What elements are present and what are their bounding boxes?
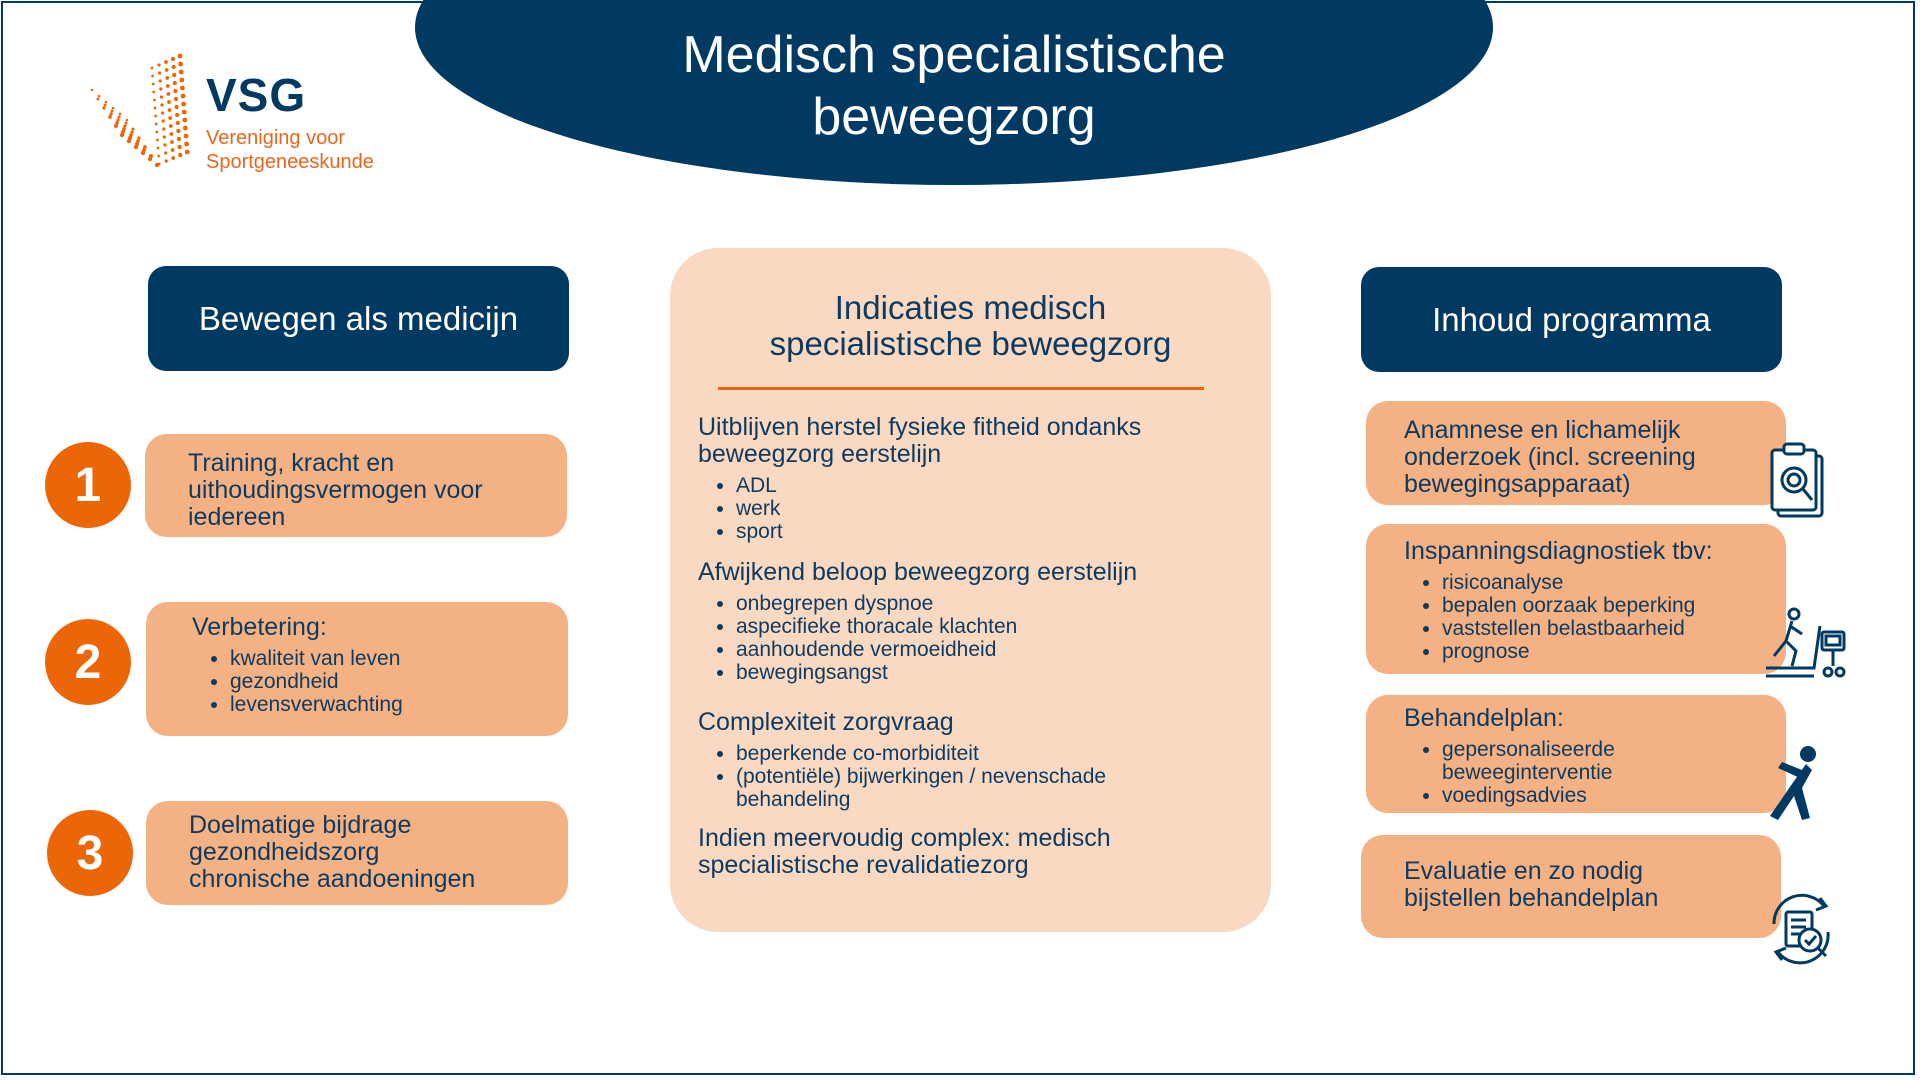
list-item: • risicoanalyse <box>1442 571 1786 594</box>
logo-subtitle-line-2: Sportgeneeskunde <box>206 151 374 173</box>
left-item-2-title: Verbetering: <box>192 613 327 641</box>
left-item-3 <box>146 801 568 905</box>
right-item-3 <box>1366 695 1786 813</box>
right-header: Inhoud programma <box>1361 267 1782 372</box>
list-item: • aspecifieke thoracale klachten <box>736 615 1258 638</box>
stretching-person-icon <box>1762 742 1822 822</box>
number-badge-1: 1 <box>45 442 131 528</box>
indications-title-line-1: Indicaties medisch <box>834 289 1107 326</box>
list-item: • (potentiële) bijwerkingen / nevenschade behandeling <box>736 765 1186 811</box>
number-badge-3: 3 <box>47 810 133 896</box>
list-item: • kwaliteit van leven <box>230 647 568 670</box>
left-item-3-line-2: gezondheidszorg <box>189 838 380 866</box>
logo-subtitle <box>206 126 374 174</box>
indications-title-line-2: specialistische beweegzorg <box>769 325 1172 362</box>
right-item-1-line-3: bewegingsapparaat) <box>1404 470 1631 498</box>
number-badge-2: 2 <box>45 619 131 705</box>
logo-subtitle-line-1: Vereniging voor <box>206 127 345 149</box>
right-item-2 <box>1366 524 1786 674</box>
indication-section-4-title <box>698 825 1258 879</box>
indication-section-1-list <box>698 474 1258 543</box>
list-item: • onbegrepen dyspnoe <box>736 592 1258 615</box>
treadmill-monitor-icon <box>1762 606 1848 682</box>
list-item: • bewegingsangst <box>736 661 1258 684</box>
list-item: • prognose <box>1442 640 1786 663</box>
list-item: • sport <box>736 520 1258 543</box>
indication-section-1-title-line-2: beweegzorg eerstelijn <box>698 440 942 468</box>
indication-section-3 <box>698 709 1258 811</box>
right-item-2-list <box>1404 571 1786 663</box>
vsg-logo <box>88 52 388 182</box>
right-item-1 <box>1366 401 1786 505</box>
right-item-4-line-2: bijstellen behandelplan <box>1404 884 1659 912</box>
indications-title <box>670 290 1271 362</box>
title-divider <box>718 387 1204 390</box>
document-review-cycle-icon <box>1760 888 1842 970</box>
left-item-1-text <box>188 450 567 531</box>
indication-section-3-title: Complexiteit zorgvraag <box>698 708 954 736</box>
left-item-3-line-1: Doelmatige bijdrage <box>189 811 412 839</box>
indication-section-2 <box>698 559 1258 684</box>
right-item-4-text <box>1404 858 1781 912</box>
indication-section-1-title <box>698 414 1258 468</box>
left-item-2-list <box>192 647 568 716</box>
indication-section-2-list <box>698 592 1258 684</box>
list-item: • gepersonaliseerde beweeginterventie <box>1442 738 1692 784</box>
indication-section-4 <box>698 825 1258 879</box>
list-item: • werk <box>736 497 1258 520</box>
left-item-1-line-3: iedereen <box>188 503 286 531</box>
logo-name: VSG <box>206 69 307 121</box>
logo-check-dots-icon <box>88 52 198 182</box>
right-item-1-text <box>1404 417 1786 498</box>
list-item: • ADL <box>736 474 1258 497</box>
list-item: • levensverwachting <box>230 693 568 716</box>
left-header: Bewegen als medicijn <box>148 266 569 371</box>
left-item-3-text <box>189 812 568 893</box>
left-item-1-line-2: uithoudingsvermogen voor <box>188 476 483 504</box>
left-item-3-line-3: chronische aandoeningen <box>189 865 476 893</box>
right-item-3-list <box>1404 738 1692 807</box>
list-item: • voedingsadvies <box>1442 784 1692 807</box>
indications-panel <box>670 248 1271 932</box>
list-item: • beperkende co-morbiditeit <box>736 742 1186 765</box>
left-item-1-line-1: Training, kracht en <box>188 449 395 477</box>
indication-section-3-list <box>698 742 1186 811</box>
right-item-1-line-1: Anamnese en lichamelijk <box>1404 416 1681 444</box>
right-item-4 <box>1361 835 1781 938</box>
right-item-4-line-1: Evaluatie en zo nodig <box>1404 857 1644 885</box>
title-line-1: Medisch specialistische <box>682 26 1226 84</box>
list-item: • vaststellen belastbaarheid <box>1442 617 1786 640</box>
list-item: • aanhoudende vermoeidheid <box>736 638 1258 661</box>
page-title <box>415 24 1493 148</box>
right-item-2-title: Inspanningsdiagnostiek tbv: <box>1404 537 1713 565</box>
right-item-1-line-2: onderzoek (incl. screening <box>1404 443 1696 471</box>
list-item: • bepalen oorzaak beperking <box>1442 594 1786 617</box>
left-item-2 <box>146 602 568 736</box>
indication-section-4-title-line-2: specialistische revalidatiezorg <box>698 851 1029 879</box>
list-item: • gezondheid <box>230 670 568 693</box>
right-item-3-title: Behandelplan: <box>1404 704 1564 732</box>
clipboard-magnifier-icon <box>1768 440 1832 520</box>
indication-section-1 <box>698 414 1258 543</box>
indication-section-1-title-line-1: Uitblijven herstel fysieke fitheid ondanks <box>698 413 1142 441</box>
left-item-1 <box>145 434 567 537</box>
title-line-2: beweegzorg <box>812 88 1096 146</box>
indication-section-2-title: Afwijkend beloop beweegzorg eerstelijn <box>698 558 1138 586</box>
indication-section-4-title-line-1: Indien meervoudig complex: medisch <box>698 824 1111 852</box>
